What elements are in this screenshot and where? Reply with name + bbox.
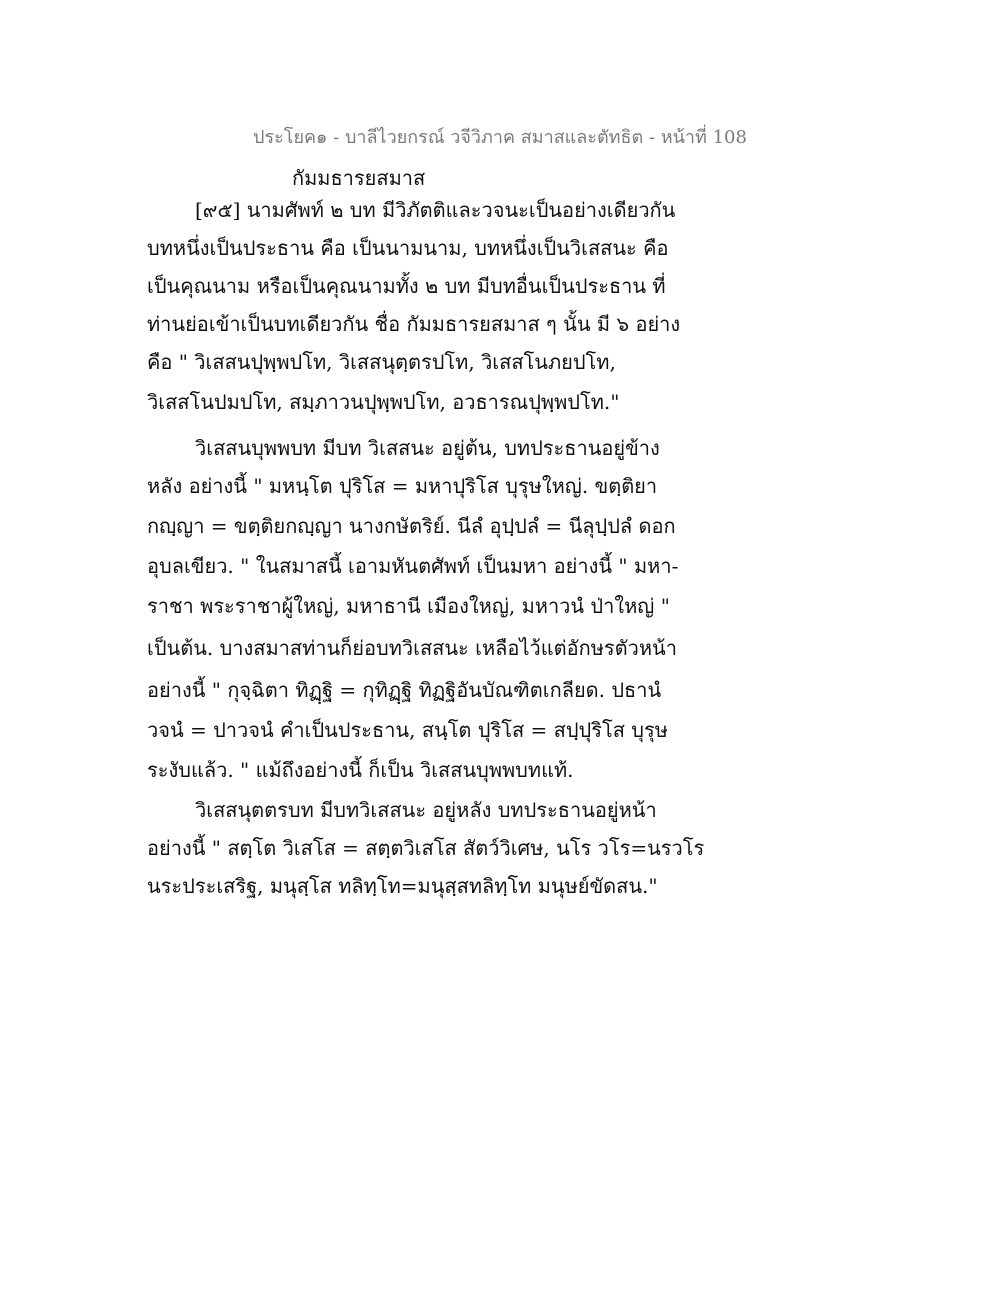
text-line: นระประเสริฐ, มนุสฺโส ทลิทฺโท=มนุสฺสทลิทฺโท มนุษย์ขัดสน." [147, 874, 658, 898]
text-line: หลัง อย่างนี้ " มหนฺโต ปุริโส = มหาปุริโส บุรุษใหญ่. ขตฺติยา [147, 474, 658, 498]
text-line: วิเสสนุตตรบท มีบทวิเสสนะ อยู่หลัง บทประธานอยู่หน้า [195, 798, 657, 822]
text-line: อย่างนี้ " สตฺโต วิเสโส = สตฺตวิเสโส สัตว์วิเศษ, นโร วโร=นรวโร [147, 836, 705, 860]
text-line: อุบลเขียว. " ในสมาสนี้ เอามหันตศัพท์ เป็นมหา อย่างนี้ " มหา- [147, 554, 679, 578]
running-header: ประโยค๑ - บาลีไวยกรณ์ วจีวิภาค สมาสและตัทธิต - หน้าที่ 108 [253, 127, 747, 148]
text-line: อย่างนี้ " กุจฺฉิตา ทิฏฺฐิ = กุทิฏฺฐิ ทิฏฐิอันบัณฑิตเกลียด. ปธานํ [147, 678, 662, 702]
text-line: วจนํ = ปาวจนํ คำเป็นประธาน, สนฺโต ปุริโส = สปฺปุริโส บุรุษ [147, 718, 668, 742]
text-line: คือ " วิเสสนปุพฺพปโท, วิเสสนุตฺตรปโท, วิเสสโนภยปโท, [147, 350, 616, 374]
text-line: [๙๕] นามศัพท์ ๒ บท มีวิภัตติและวจนะเป็นอย่างเดียวกัน [195, 198, 676, 222]
text-line: กญฺญา = ขตฺติยกญฺญา นางกษัตริย์. นีลํ อุปฺปลํ = นีลุปฺปลํ ดอก [147, 514, 676, 538]
text-line: เป็นต้น. บางสมาสท่านก็ย่อบทวิเสสนะ เหลือไว้แต่อักษรตัวหน้า [147, 636, 677, 660]
text-line: วิเสสโนปมปโท, สมฺภาวนปุพฺพปโท, อวธารณปุพฺพปโท." [147, 390, 620, 414]
text-line: ท่านย่อเข้าเป็นบทเดียวกัน ชื่อ กัมมธารยสมาส ๆ นั้น มี ๖ อย่าง [147, 312, 681, 336]
text-line: เป็นคุณนาม หรือเป็นคุณนามทั้ง ๒ บท มีบทอื่นเป็นประธาน ที่ [147, 274, 666, 298]
text-line: วิเสสนบุพพบท มีบท วิเสสนะ อยู่ต้น, บทประธานอยู่ข้าง [195, 436, 660, 460]
text-line: บทหนึ่งเป็นประธาน คือ เป็นนามนาม, บทหนึ่งเป็นวิเสสนะ คือ [147, 236, 669, 260]
text-line: ราชา พระราชาผู้ใหญ่, มหาธานี เมืองใหญ่, มหาวนํ ป่าใหญ่ " [147, 594, 670, 618]
text-line: ระงับแล้ว. " แม้ถึงอย่างนี้ ก็เป็น วิเสสนบุพพบทแท้. [147, 758, 574, 782]
section-title: กัมมธารยสมาส [292, 166, 426, 190]
